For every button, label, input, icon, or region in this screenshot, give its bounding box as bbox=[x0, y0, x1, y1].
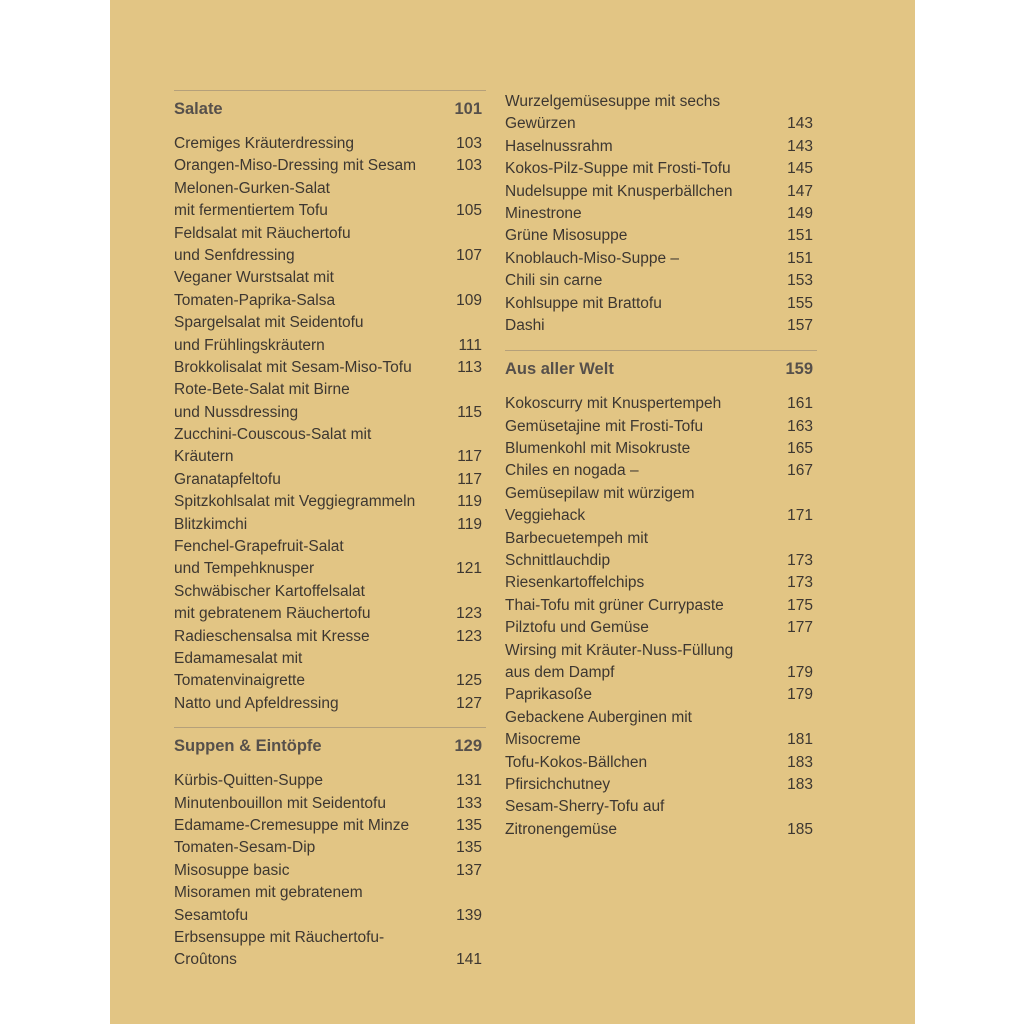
toc-entry-line bbox=[174, 905, 486, 927]
toc-entry-line bbox=[505, 662, 817, 684]
toc-entry-line bbox=[505, 640, 817, 662]
toc-entry-line bbox=[174, 558, 486, 580]
toc-entry bbox=[174, 927, 486, 972]
toc-entry bbox=[505, 270, 817, 292]
toc-entry-title: Pfirsichchutney bbox=[505, 775, 611, 793]
toc-entry-page-number: 119 bbox=[457, 493, 482, 511]
toc-entry-page-number: 141 bbox=[456, 951, 482, 969]
toc-entry-title: Pilztofu und Gemüse bbox=[505, 619, 649, 637]
toc-entry bbox=[174, 536, 486, 581]
toc-entry-page-number: 137 bbox=[456, 861, 482, 879]
toc-entry-title: Granatapfeltofu bbox=[174, 470, 281, 488]
toc-entry-page-number: 157 bbox=[787, 316, 813, 334]
toc-entry bbox=[505, 617, 817, 639]
toc-entry-line bbox=[505, 572, 817, 594]
toc-entry-page-number: 103 bbox=[456, 135, 482, 152]
toc-entry bbox=[174, 648, 486, 693]
toc-entry-page-number: 151 bbox=[787, 249, 813, 267]
toc-entry-title: Grüne Misosuppe bbox=[505, 227, 628, 245]
toc-entry-title: Tomaten-Paprika-Salsa bbox=[174, 291, 336, 309]
toc-entry-line bbox=[174, 536, 486, 558]
toc-entry bbox=[174, 424, 486, 469]
toc-entry-line bbox=[174, 335, 486, 357]
toc-entry-list bbox=[174, 770, 486, 972]
toc-entry bbox=[174, 882, 486, 927]
toc-entry-title: Nudelsuppe mit Knusperbällchen bbox=[505, 182, 733, 200]
toc-entry bbox=[505, 393, 817, 415]
toc-entry-page-number: 109 bbox=[456, 291, 482, 309]
toc-entry bbox=[505, 203, 817, 225]
toc-entry-line bbox=[505, 505, 817, 527]
toc-entry-page-number: 131 bbox=[456, 772, 482, 790]
toc-entry-title: Gemüsetajine mit Frosti-Tofu bbox=[505, 417, 704, 435]
toc-entry-title: Melonen-Gurken-Salat bbox=[174, 179, 330, 197]
toc-entry-title: Kürbis-Quitten-Suppe bbox=[174, 772, 324, 790]
toc-entry bbox=[505, 158, 817, 180]
toc-entry-title: Gebackene Auberginen mit bbox=[505, 708, 692, 726]
toc-entry bbox=[174, 379, 486, 424]
toc-entry-title: Thai-Tofu mit grüner Currypaste bbox=[505, 596, 724, 614]
toc-entry-line bbox=[505, 617, 817, 639]
toc-entry bbox=[174, 815, 486, 837]
toc-entry-title: Croûtons bbox=[174, 951, 237, 969]
toc-entry-title: Feldsalat mit Räuchertofu bbox=[174, 224, 351, 242]
toc-entry bbox=[505, 640, 817, 685]
toc-entry-line bbox=[505, 774, 817, 796]
toc-entry-title: Tomatenvinaigrette bbox=[174, 672, 305, 690]
toc-entry-line bbox=[505, 416, 817, 438]
toc-entry-title: Tomaten-Sesam-Dip bbox=[174, 839, 316, 857]
toc-entry bbox=[505, 225, 817, 247]
toc-entry-line bbox=[505, 707, 817, 729]
toc-entry-title: und Tempehknusper bbox=[174, 560, 315, 578]
toc-entry bbox=[505, 483, 817, 528]
toc-entry-line bbox=[174, 267, 486, 289]
toc-entry-line bbox=[174, 693, 486, 715]
toc-entry-page-number: 139 bbox=[456, 906, 482, 924]
toc-entry-line bbox=[505, 293, 817, 315]
toc-entry bbox=[505, 416, 817, 438]
toc-entry-page-number: 161 bbox=[787, 395, 813, 413]
toc-entry bbox=[174, 133, 486, 155]
toc-entry-line bbox=[505, 595, 817, 617]
toc-entry bbox=[174, 469, 486, 491]
toc-entry-line bbox=[505, 225, 817, 247]
toc-entry-title: Kokos-Pilz-Suppe mit Frosti-Tofu bbox=[505, 160, 731, 178]
toc-entry bbox=[174, 312, 486, 357]
toc-entry bbox=[505, 91, 817, 136]
section-title: Salate bbox=[174, 99, 223, 118]
toc-entry-title: Zucchini-Couscous-Salat mit bbox=[174, 426, 372, 444]
toc-entry-line bbox=[174, 793, 486, 815]
toc-entry-title: Dashi bbox=[505, 316, 545, 334]
toc-entry bbox=[505, 684, 817, 706]
toc-entry-title: Sesamtofu bbox=[174, 906, 249, 924]
toc-entry bbox=[505, 248, 817, 270]
toc-entry-line bbox=[174, 514, 486, 536]
toc-entry-line bbox=[174, 357, 486, 379]
toc-entry-page-number: 127 bbox=[456, 694, 482, 712]
toc-entry-title: Chili sin carne bbox=[505, 272, 603, 290]
toc-entry-title: und Nussdressing bbox=[174, 403, 299, 421]
toc-entry-line bbox=[505, 158, 817, 180]
toc-entry-page-number: 143 bbox=[787, 137, 813, 155]
toc-entry-page-number: 173 bbox=[787, 552, 813, 570]
toc-entry-page-number: 123 bbox=[456, 605, 482, 623]
toc-entry-title: Edamamesalat mit bbox=[174, 649, 303, 667]
toc-entry bbox=[505, 752, 817, 774]
section-title: Suppen & Eintöpfe bbox=[174, 736, 322, 755]
toc-entry-page-number: 175 bbox=[787, 596, 813, 614]
toc-entry-line bbox=[174, 815, 486, 837]
toc-entry-page-number: 167 bbox=[787, 462, 813, 480]
toc-entry-line bbox=[174, 949, 486, 971]
toc-entry-line bbox=[505, 752, 817, 774]
toc-entry-page-number: 183 bbox=[787, 775, 813, 793]
toc-entry-title: Brokkolisalat mit Sesam-Miso-Tofu bbox=[174, 358, 412, 376]
toc-entry-page-number: 115 bbox=[457, 403, 482, 421]
toc-entry-line bbox=[174, 860, 486, 882]
toc-entry bbox=[174, 860, 486, 882]
toc-entry bbox=[174, 223, 486, 268]
toc-entry-line bbox=[505, 181, 817, 203]
toc-entry-title: Misosuppe basic bbox=[174, 861, 290, 879]
toc-entry-line bbox=[505, 393, 817, 415]
toc-entry bbox=[505, 528, 817, 573]
toc-entry bbox=[174, 793, 486, 815]
toc-entry-line bbox=[174, 312, 486, 334]
toc-entry bbox=[505, 774, 817, 796]
toc-entry bbox=[174, 357, 486, 379]
toc-continued-entries bbox=[505, 91, 817, 337]
toc-entry-page-number: 151 bbox=[787, 227, 813, 245]
toc-entry bbox=[505, 595, 817, 617]
toc-entry-title: Kräutern bbox=[174, 448, 234, 466]
toc-entry-line bbox=[505, 483, 817, 505]
toc-entry-page-number: 145 bbox=[787, 160, 813, 178]
toc-entry-page-number: 153 bbox=[787, 272, 813, 290]
toc-entry-line bbox=[174, 133, 486, 155]
toc-entry-page-number: 117 bbox=[457, 470, 482, 488]
toc-entry bbox=[505, 136, 817, 158]
toc-entry-line bbox=[174, 402, 486, 424]
toc-entry-title: Barbecuetempeh mit bbox=[505, 529, 649, 547]
toc-entry-page-number: 111 bbox=[458, 336, 482, 354]
toc-entry-title: Riesenkartoffelchips bbox=[505, 574, 645, 592]
toc-entry-title: Cremiges Kräuterdressing bbox=[174, 135, 355, 152]
toc-entry-page-number: 185 bbox=[787, 820, 813, 838]
toc-entry-title: Gewürzen bbox=[505, 115, 576, 133]
toc-entry-page-number: 149 bbox=[787, 204, 813, 222]
toc-entry-line bbox=[174, 603, 486, 625]
toc-entry-page-number: 135 bbox=[456, 839, 482, 857]
toc-entry-title: Spargelsalat mit Seidentofu bbox=[174, 314, 364, 332]
toc-entry-line bbox=[505, 438, 817, 460]
toc-entry-page-number: 165 bbox=[787, 440, 813, 458]
toc-entry-line bbox=[505, 91, 817, 113]
toc-entry-title: Kokoscurry mit Knuspertempeh bbox=[505, 395, 722, 413]
toc-entry bbox=[174, 770, 486, 792]
toc-entry-title: Wurzelgemüsesuppe mit sechs bbox=[505, 93, 721, 110]
toc-entry bbox=[505, 315, 817, 337]
toc-entry-line bbox=[505, 729, 817, 751]
toc-entry-title: Haselnussrahm bbox=[505, 137, 613, 155]
toc-entry-line bbox=[174, 446, 486, 468]
toc-entry-line bbox=[174, 223, 486, 245]
toc-entry-title: Spitzkohlsalat mit Veggiegrammeln bbox=[174, 493, 416, 511]
toc-entry-line bbox=[505, 315, 817, 337]
toc-entry-page-number: 117 bbox=[457, 448, 482, 466]
toc-entry-title: Blitzkimchi bbox=[174, 515, 248, 533]
toc-entry-line bbox=[174, 200, 486, 222]
toc-entry-page-number: 105 bbox=[456, 202, 482, 220]
toc-entry-title: Fenchel-Grapefruit-Salat bbox=[174, 538, 344, 556]
toc-entry-page-number: 121 bbox=[456, 560, 482, 578]
toc-entry-line bbox=[505, 528, 817, 550]
toc-entry-line bbox=[174, 424, 486, 446]
toc-entry-line bbox=[505, 136, 817, 158]
toc-entry-title: Kohlsuppe mit Brattofu bbox=[505, 294, 662, 312]
toc-entry bbox=[505, 796, 817, 841]
toc-entry bbox=[174, 693, 486, 715]
toc-entry-page-number: 125 bbox=[456, 672, 482, 690]
toc-entry-title: Minutenbouillon mit Seidentofu bbox=[174, 794, 386, 812]
toc-entry-list bbox=[174, 133, 486, 715]
toc-section-salate bbox=[174, 90, 486, 715]
toc-entry-line bbox=[174, 770, 486, 792]
toc-entry-line bbox=[174, 469, 486, 491]
toc-entry-title: aus dem Dampf bbox=[505, 663, 615, 681]
toc-entry-line bbox=[174, 245, 486, 267]
toc-entry-title: und Frühlingskräutern bbox=[174, 336, 325, 354]
toc-entry-line bbox=[174, 882, 486, 904]
toc-entry-line bbox=[505, 550, 817, 572]
toc-entry-title: Tofu-Kokos-Bällchen bbox=[505, 753, 648, 771]
section-page-number: 159 bbox=[785, 359, 813, 378]
toc-entry-line bbox=[174, 581, 486, 603]
toc-entry-line bbox=[174, 670, 486, 692]
toc-entry-title: Veggiehack bbox=[505, 507, 586, 525]
toc-entry-line bbox=[505, 460, 817, 482]
toc-entry bbox=[505, 707, 817, 752]
toc-entry-title: Wirsing mit Kräuter-Nuss-Füllung bbox=[505, 641, 734, 659]
toc-entry-page-number: 163 bbox=[787, 417, 813, 435]
toc-entry-line bbox=[174, 290, 486, 312]
toc-entry-page-number: 135 bbox=[456, 816, 482, 834]
toc-entry-title: Edamame-Cremesuppe mit Minze bbox=[174, 816, 410, 834]
toc-entry-page-number: 133 bbox=[456, 794, 482, 812]
toc-entry bbox=[505, 460, 817, 482]
toc-entry-line bbox=[174, 626, 486, 648]
toc-entry-page-number: 177 bbox=[787, 619, 813, 637]
section-heading bbox=[174, 90, 486, 124]
toc-entry-title: Gemüsepilaw mit würzigem bbox=[505, 484, 695, 502]
toc-entry-line bbox=[505, 113, 817, 135]
toc-entry-page-number: 143 bbox=[787, 115, 813, 133]
toc-entry-page-number: 181 bbox=[787, 731, 813, 749]
section-title: Aus aller Welt bbox=[505, 359, 614, 378]
toc-entry-line bbox=[174, 178, 486, 200]
toc-entry-page-number: 103 bbox=[456, 157, 482, 175]
toc-entry-title: Schnittlauchdip bbox=[505, 552, 611, 570]
toc-entry bbox=[505, 181, 817, 203]
toc-left-column bbox=[174, 90, 486, 972]
toc-entry-title: Sesam-Sherry-Tofu auf bbox=[505, 798, 665, 816]
toc-entry-page-number: 183 bbox=[787, 753, 813, 771]
toc-entry-title: Misoramen mit gebratenem bbox=[174, 884, 363, 902]
toc-entry bbox=[174, 626, 486, 648]
toc-entry bbox=[174, 581, 486, 626]
toc-section-aus-aller-welt bbox=[505, 350, 817, 841]
toc-entry-line bbox=[505, 819, 817, 841]
toc-entry-title: Erbsensuppe mit Räuchertofu- bbox=[174, 928, 385, 946]
toc-entry bbox=[174, 267, 486, 312]
toc-entry-page-number: 179 bbox=[787, 686, 813, 704]
toc-entry-page-number: 113 bbox=[457, 358, 482, 376]
toc-entry-line bbox=[174, 648, 486, 670]
toc-entry-line bbox=[174, 491, 486, 513]
toc-entry-title: Minestrone bbox=[505, 204, 582, 222]
toc-entry-line bbox=[505, 270, 817, 292]
toc-entry-line bbox=[174, 927, 486, 949]
toc-entry-title: mit fermentiertem Tofu bbox=[174, 202, 328, 220]
toc-entry-title: Orangen-Miso-Dressing mit Sesam bbox=[174, 157, 417, 175]
toc-entry-list bbox=[505, 393, 817, 841]
toc-entry-title: Natto und Apfeldressing bbox=[174, 694, 339, 712]
section-heading bbox=[174, 727, 486, 761]
section-page-number: 101 bbox=[454, 99, 482, 118]
toc-entry-title: Veganer Wurstsalat mit bbox=[174, 269, 334, 287]
toc-entry-title: Paprikasoße bbox=[505, 686, 593, 704]
toc-entry-title: Radieschensalsa mit Kresse bbox=[174, 627, 370, 645]
toc-entry-page-number: 179 bbox=[787, 663, 813, 681]
toc-entry-page-number: 119 bbox=[457, 515, 482, 533]
toc-entry-page-number: 155 bbox=[787, 294, 813, 312]
toc-entry-title: mit gebratenem Räuchertofu bbox=[174, 605, 371, 623]
toc-entry-title: und Senfdressing bbox=[174, 246, 295, 264]
toc-right-column bbox=[505, 91, 817, 841]
toc-entry-page-number: 173 bbox=[787, 574, 813, 592]
section-heading bbox=[505, 350, 817, 384]
toc-entry-line bbox=[505, 248, 817, 270]
toc-entry-page-number: 147 bbox=[787, 182, 813, 200]
section-page-number: 129 bbox=[454, 736, 482, 755]
toc-entry bbox=[505, 438, 817, 460]
toc-entry-line bbox=[174, 379, 486, 401]
toc-entry-title: Blumenkohl mit Misokruste bbox=[505, 440, 691, 458]
toc-entry-page-number: 171 bbox=[787, 507, 813, 525]
toc-entry bbox=[174, 514, 486, 536]
toc-entry-title: Misocreme bbox=[505, 731, 581, 749]
toc-entry-line bbox=[505, 203, 817, 225]
toc-entry-page-number: 107 bbox=[456, 246, 482, 264]
toc-entry bbox=[174, 178, 486, 223]
toc-entry-line bbox=[505, 796, 817, 818]
toc-entry bbox=[174, 491, 486, 513]
toc-section-suppen-eintöpfe bbox=[174, 727, 486, 972]
toc-entry-title: Chiles en nogada – bbox=[505, 462, 639, 480]
toc-entry-page-number: 123 bbox=[456, 627, 482, 645]
toc-entry-title: Zitronengemüse bbox=[505, 820, 618, 838]
toc-entry-title: Schwäbischer Kartoffelsalat bbox=[174, 582, 365, 600]
toc-entry-title: Knoblauch-Miso-Suppe – bbox=[505, 249, 680, 267]
toc-entry bbox=[174, 155, 486, 177]
toc-entry-title: Rote-Bete-Salat mit Birne bbox=[174, 381, 350, 399]
toc-entry-line bbox=[174, 155, 486, 177]
toc-entry bbox=[505, 572, 817, 594]
toc-entry-line bbox=[174, 837, 486, 859]
toc-entry bbox=[174, 837, 486, 859]
toc-entry-line bbox=[505, 684, 817, 706]
toc-entry bbox=[505, 293, 817, 315]
